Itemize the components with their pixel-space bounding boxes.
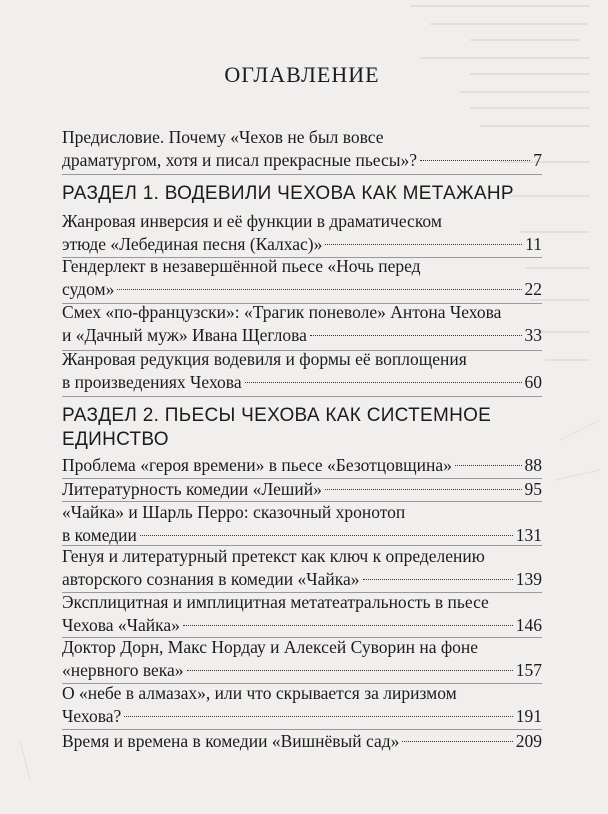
entry-text-line: этюде «Лебединая песня (Калхас)»	[62, 234, 323, 254]
page-number: 33	[524, 325, 542, 345]
divider	[62, 396, 542, 397]
section-1-title: РАЗДЕЛ 1. ВОДЕВИЛИ ЧЕХОВА КАК МЕТАЖАНР	[62, 183, 514, 204]
toc-entry[interactable]	[62, 478, 542, 501]
dot-leader	[363, 579, 513, 580]
section-title-line: ЕДИНСТВО	[62, 429, 169, 450]
dot-leader	[310, 335, 522, 336]
page-number: 60	[524, 372, 542, 392]
dot-leader	[402, 741, 512, 742]
page-number: 11	[525, 234, 542, 254]
entry-text-line: Предисловие. Почему «Чехов не был вовсе	[62, 127, 384, 147]
entry-text-line: судом»	[62, 279, 115, 299]
page-number: 146	[515, 615, 542, 635]
dot-leader	[325, 489, 522, 490]
entry-text-line: Смех «по-французски»: «Трагик поневоле» Антона Чехова	[62, 302, 502, 322]
dot-leader	[183, 625, 513, 626]
section-title-line: РАЗДЕЛ 2. ПЬЕСЫ ЧЕХОВА КАК СИСТЕМНОЕ	[62, 405, 492, 426]
toc-entry[interactable]	[62, 682, 542, 728]
entry-text-line: в комедии	[62, 525, 137, 545]
dot-leader	[245, 382, 522, 383]
toc-entry[interactable]	[62, 348, 542, 394]
entry-text-line: Жанровая инверсия и её функции в драматическом	[62, 211, 442, 231]
toc-entry[interactable]	[62, 591, 542, 637]
toc-entry[interactable]	[62, 501, 542, 547]
entry-text-line: Чехова?	[62, 706, 122, 726]
toc-entry[interactable]	[62, 545, 542, 591]
entry-text-line: «нервного века»	[62, 660, 184, 680]
dot-leader	[140, 535, 513, 536]
entry-text-line: Литературность комедии «Леший»	[62, 479, 322, 499]
page-number: 139	[515, 569, 542, 589]
page-number: 131	[515, 525, 542, 545]
entry-text-line: и «Дачный муж» Ивана Щеглова	[62, 325, 307, 345]
entry-text-line: Жанровая редукция водевиля и формы её воплощения	[62, 349, 467, 369]
toc-heading: ОГЛАВЛЕНИЕ	[224, 62, 380, 87]
entry-text-line: Доктор Дорн, Макс Нордау и Алексей Суворин на фоне	[62, 637, 479, 657]
entry-text-line: Генуя и литературный претекст как ключ к определению	[62, 546, 485, 566]
dot-leader	[455, 465, 522, 466]
entry-text-line: О «небе в алмазах», или что скрывается за лиризмом	[62, 683, 457, 703]
divider	[62, 174, 542, 175]
section-2-title	[62, 404, 542, 452]
page-number: 191	[515, 706, 542, 726]
page-number: 209	[515, 731, 542, 751]
toc-entry[interactable]	[62, 636, 542, 682]
toc-entry-preface[interactable]	[62, 126, 542, 172]
dot-leader	[420, 160, 530, 161]
toc-entry[interactable]	[62, 255, 542, 301]
entry-text-line: Проблема «героя времени» в пьесе «Безотцовщина»	[62, 455, 452, 475]
toc-entry[interactable]	[62, 730, 542, 753]
dot-leader	[124, 716, 512, 717]
entry-text-line: драматургом, хотя и писал прекрасные пьесы»?	[62, 150, 418, 170]
entry-text-line: авторского сознания в комедии «Чайка»	[62, 569, 360, 589]
entry-text-line: Время и времена в комедии «Вишнёвый сад»	[62, 731, 400, 751]
dot-leader	[117, 289, 521, 290]
page-number: 88	[524, 455, 542, 475]
entry-text-line: Чехова «Чайка»	[62, 615, 180, 635]
page-number: 22	[524, 279, 542, 299]
dot-leader	[325, 244, 522, 245]
entry-text-line: Гендерлект в незавершённой пьесе «Ночь перед	[62, 256, 421, 276]
toc-entry[interactable]	[62, 454, 542, 477]
entry-text-line: «Чайка» и Шарль Перро: сказочный хронотоп	[62, 502, 406, 522]
entry-text-line: Эксплицитная и имплицитная метатеатральность в пьесе	[62, 592, 489, 612]
entry-text-line: в произведениях Чехова	[62, 372, 242, 392]
dot-leader	[187, 670, 513, 671]
page-number: 7	[533, 150, 542, 170]
toc-entry[interactable]	[62, 301, 542, 347]
page-number: 157	[515, 660, 542, 680]
page-number: 95	[524, 479, 542, 499]
toc-entry[interactable]	[62, 210, 542, 256]
